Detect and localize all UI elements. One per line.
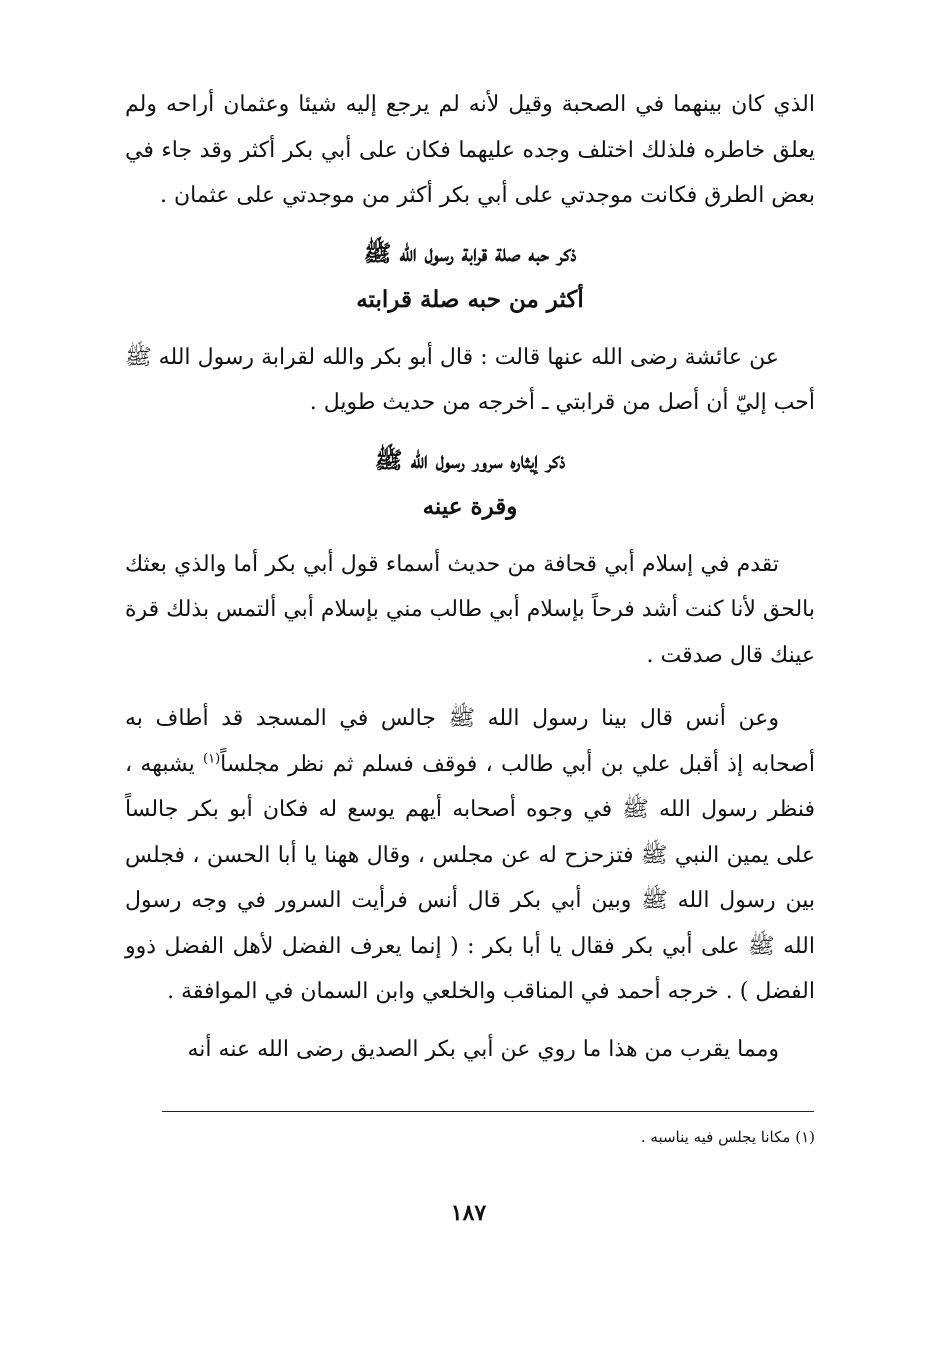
page-number: ١٨٧ <box>450 1200 487 1226</box>
section-heading-2-line-1: ذكر إيثاره سرور رسول الله ﷺ <box>374 446 566 474</box>
footnote-marker: (١) <box>203 751 221 767</box>
footnote-divider <box>162 1111 814 1112</box>
paragraph-anas-part-1: وعن أنس قال بينا رسول الله ﷺ جالس في المسجد قد أطاف به أصحابه إذ أقبل علي بن أبي طالب ، فوقف فسلم ثم نظر مجلساً <box>125 706 815 777</box>
footnote-text: (١) مكانا يجلس فيه يناسبه . <box>640 1128 815 1146</box>
paragraph-closing: ومما يقرب من هذا ما روي عن أبي بكر الصديق رضى الله عنه أنه <box>187 1036 779 1062</box>
paragraph-anas-part-2: يشبهه ، فنظر رسول الله ﷺ في وجوه أصحابه أيهم يوسع له فكان أبو بكر جالساً على يمين النبي ﷺ فتزحزح له عن مجلس ، وقال ههنا يا أبا الحسن ، فجلس بين رسول الله ﷺ وبين أبي بكر قال أنس فرأيت السرور في وجه رسول الله ﷺ على أبي بكر فقال يا أبا بكر : ( إنما يعرف الفضل لأهل الفضل ذوو الفضل ) . خرجه أحمد في المناقب والخلعي وابن السمان في الموافقة . <box>125 751 815 1004</box>
section-heading-1-line-2: أكثر من حبه صلة قرابته <box>356 285 584 313</box>
paragraph-aisha-hadith: عن عائشة رضى الله عنها قالت : قال أبو بكر والله لقرابة رسول الله ﷺ أحب إليّ أن أصل من قرابتي ـ أخرجه من حديث طويل . <box>125 344 815 415</box>
section-heading-2-line-2: وقرة عينه <box>422 492 518 520</box>
paragraph-continuation: الذي كان بينهما في الصحبة وقيل لأنه لم يرجع إليه شيئا وعثمان أراحه ولم يعلق خاطره فلذلك اختلف وجده عليهما فكان على أبي بكر أكثر وقد جاء في بعض الطرق فكانت موجدتي على أبي بكر أكثر من موجدتي على عثمان . <box>125 92 815 208</box>
page-body <box>125 82 815 1072</box>
paragraph-anas-hadith <box>125 696 815 1015</box>
section-heading-1-line-1: ذكر حبه صلة قرابة رسول الله ﷺ <box>363 239 577 267</box>
paragraph-abu-quhafa: تقدم في إسلام أبي قحافة من حديث أسماء قول أبي بكر أما والذي بعثك بالحق لأنا كنت أشد فرحاً بإسلام أبي طالب مني بإسلام أبي ألتمس بذلك قرة عينك قال صدقت . <box>125 551 815 668</box>
